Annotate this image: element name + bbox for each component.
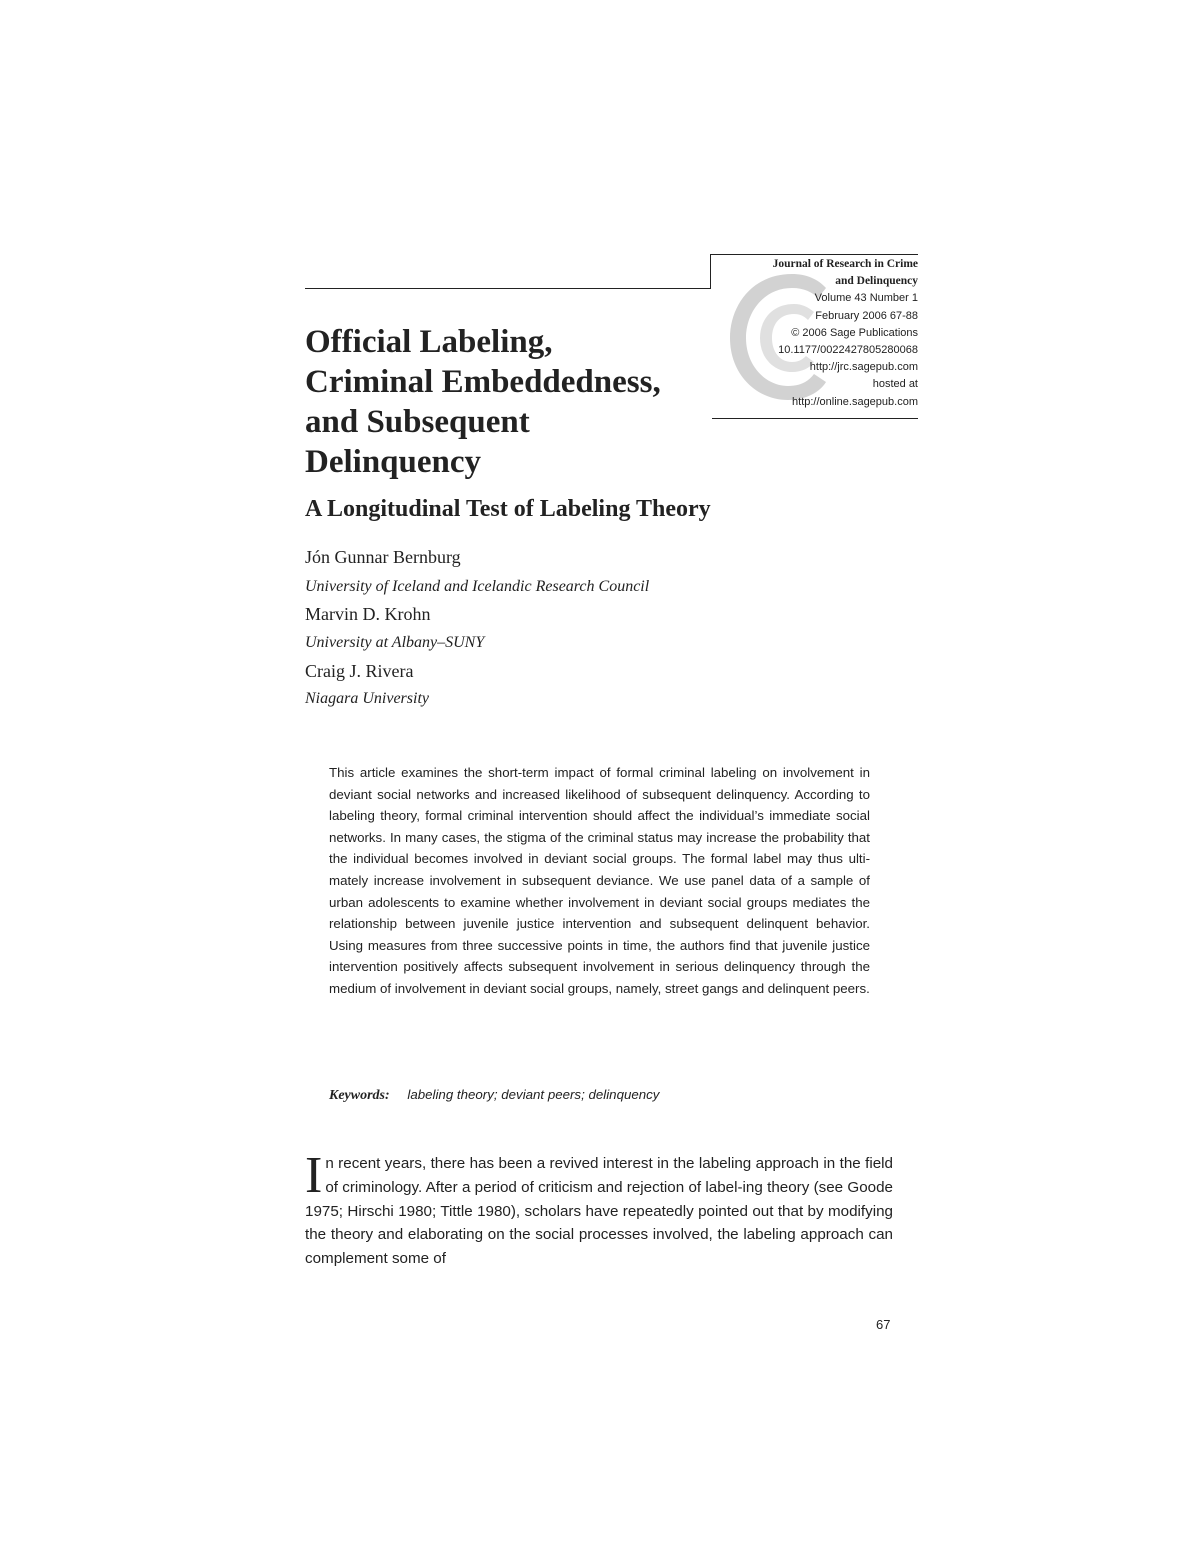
journal-citation: [773, 256, 918, 411]
keywords: [329, 1087, 659, 1104]
journal-doi: 10.1177/0022427805280068: [778, 344, 918, 357]
author-name: Craig J. Rivera: [305, 661, 414, 681]
body-paragraph: [305, 1147, 893, 1271]
journal-name-line2: and Delinquency: [835, 275, 918, 288]
keywords-label: Keywords:: [329, 1088, 390, 1103]
page-number: 67: [876, 1317, 891, 1332]
author-name: Marvin D. Krohn: [305, 604, 431, 624]
drop-cap: I: [305, 1147, 323, 1204]
author-name: Jón Gunnar Bernburg: [305, 547, 461, 567]
keywords-value: labeling theory; deviant peers; delinquency: [407, 1087, 660, 1102]
author-affiliation: University of Iceland and Icelandic Research Council: [305, 578, 650, 595]
journal-hosted-url: http://online.sagepub.com: [792, 395, 918, 408]
body-text: n recent years, there has been a revived interest in the labeling approach in the field of criminology. After a period of criticism and rejection of label-ing theory (see Goode 1975; Hirschi 1980; Tittle 1980), scholars have repeatedly pointed out that by modifying the theory and elaborating on the social processes involved, the labeling approach can complement some of: [305, 1155, 893, 1268]
journal-url: http://jrc.sagepub.com: [809, 361, 918, 374]
journal-volume: Volume 43 Number 1: [814, 292, 918, 305]
journal-copyright: © 2006 Sage Publications: [791, 326, 918, 339]
header-rule-vertical: [710, 254, 711, 289]
journal-date-pages: February 2006 67-88: [815, 309, 918, 322]
title-line: and Subsequent: [305, 404, 530, 440]
header-rule-left: [305, 288, 711, 289]
journal-hosted-label: hosted at: [872, 378, 918, 391]
title-line: Criminal Embeddedness,: [305, 364, 661, 400]
title-line: Delinquency: [305, 444, 482, 480]
author-affiliation: Niagara University: [305, 690, 429, 707]
abstract: This article examines the short-term impact of formal criminal labeling on involvement in deviant social networks and increased likelihood of subsequent delinquency. According to labeling theory, formal criminal intervention should affect the individual’s immediate social networks. In many cases, the stigma of the criminal status may increase the probability that the individual becomes involved in deviant social groups. The formal label may thus ulti-mately increase involvement in subsequent deviance. We use panel data of a sample of urban adolescents to examine whether involvement in deviant social groups mediates the relationship between juvenile justice intervention and subsequent delinquent behavior. Using measures from three successive points in time, the authors find that juvenile justice intervention positively affects subsequent involvement in serious delinquency through the medium of involvement in deviant social groups, namely, street gangs and delinquent peers.: [329, 765, 870, 996]
title-line: Official Labeling,: [305, 324, 553, 360]
header-rule-bottom-right: [712, 418, 918, 419]
journal-name-line1: Journal of Research in Crime: [772, 258, 918, 270]
article-title: [305, 322, 661, 482]
author-affiliation: University at Albany–SUNY: [305, 634, 485, 651]
journal-info-box: [712, 254, 918, 418]
article-subtitle: A Longitudinal Test of Labeling Theory: [305, 496, 711, 522]
